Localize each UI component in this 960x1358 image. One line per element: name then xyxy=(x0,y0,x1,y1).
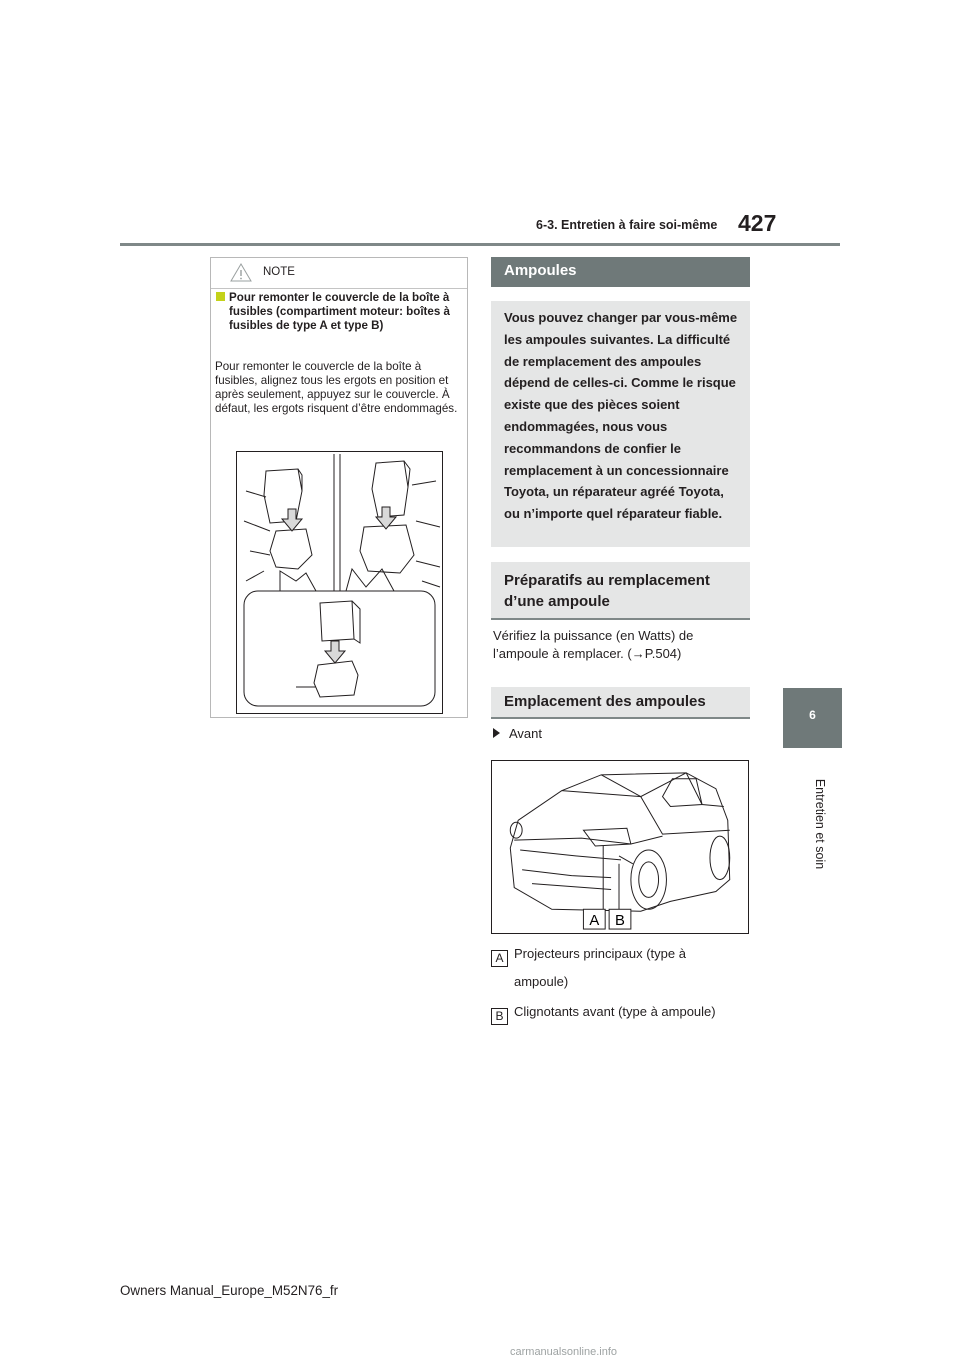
note-header xyxy=(211,258,467,289)
chapter-label: Entretien et soin xyxy=(813,778,827,870)
bullet-square-icon xyxy=(216,292,225,301)
note-box xyxy=(210,257,468,718)
section-title: 6-3. Entretien à faire soi-même xyxy=(536,218,718,232)
callout-a-tag: A xyxy=(589,913,600,930)
warning-triangle-icon xyxy=(230,262,252,282)
ampoules-heading: Ampoules xyxy=(491,257,750,287)
car-front-illustration xyxy=(491,760,749,934)
legend-text: Clignotants avant (type à ampoule) xyxy=(514,1004,716,1019)
callout-b-tag: B xyxy=(615,913,625,930)
legend-letter: B xyxy=(491,1008,508,1025)
legend-text: Projecteurs principaux (type à ampoule) xyxy=(514,946,686,989)
avant-label: Avant xyxy=(493,726,542,741)
note-label: NOTE xyxy=(263,266,295,278)
watermark: carmanualsonline.info xyxy=(510,1346,618,1358)
emplacement-heading: Emplacement des ampoules xyxy=(491,687,750,719)
note-body: Pour remonter le couvercle de la boîte à fusibles, alignez tous les ergots en position et après seulement, appuyez sur le couvercle. À défaut, les ergots risquent d’être endommagés. xyxy=(215,360,458,415)
preparatifs-body: Vérifiez la puissance (en Watts) de l’ampoule à remplacer. (→P.504) xyxy=(493,628,694,661)
header-rule xyxy=(120,243,840,246)
legend-item-b xyxy=(491,1005,716,1026)
page-number: 427 xyxy=(738,210,777,236)
footer-doc-id: Owners Manual_Europe_M52N76_fr xyxy=(120,1283,339,1298)
legend-item-a xyxy=(491,947,734,996)
fuse-box-cover-illustration xyxy=(236,451,443,714)
note-subheading: Pour remonter le couvercle de la boîte à fusibles (compartiment moteur: boîtes à fusibles de type A et type B) xyxy=(216,291,462,333)
legend-letter: A xyxy=(491,950,508,967)
preparatifs-heading: Préparatifs au remplacement d’une ampoule xyxy=(491,562,750,620)
chapter-tab: 6 xyxy=(783,688,842,748)
arrow-bullet-icon xyxy=(493,728,500,738)
ampoules-intro: Vous pouvez changer par vous-même les ampoules suivantes. La difficulté de remplacement des ampoules dépend de celles-ci. Comme le risque existe que des pièces soient endommagées, nous vous recommandons de confier le remplacement à un concessionnaire Toyota, un réparateur agréé Toyota, ou n’importe quel réparateur fiable. xyxy=(491,301,750,547)
